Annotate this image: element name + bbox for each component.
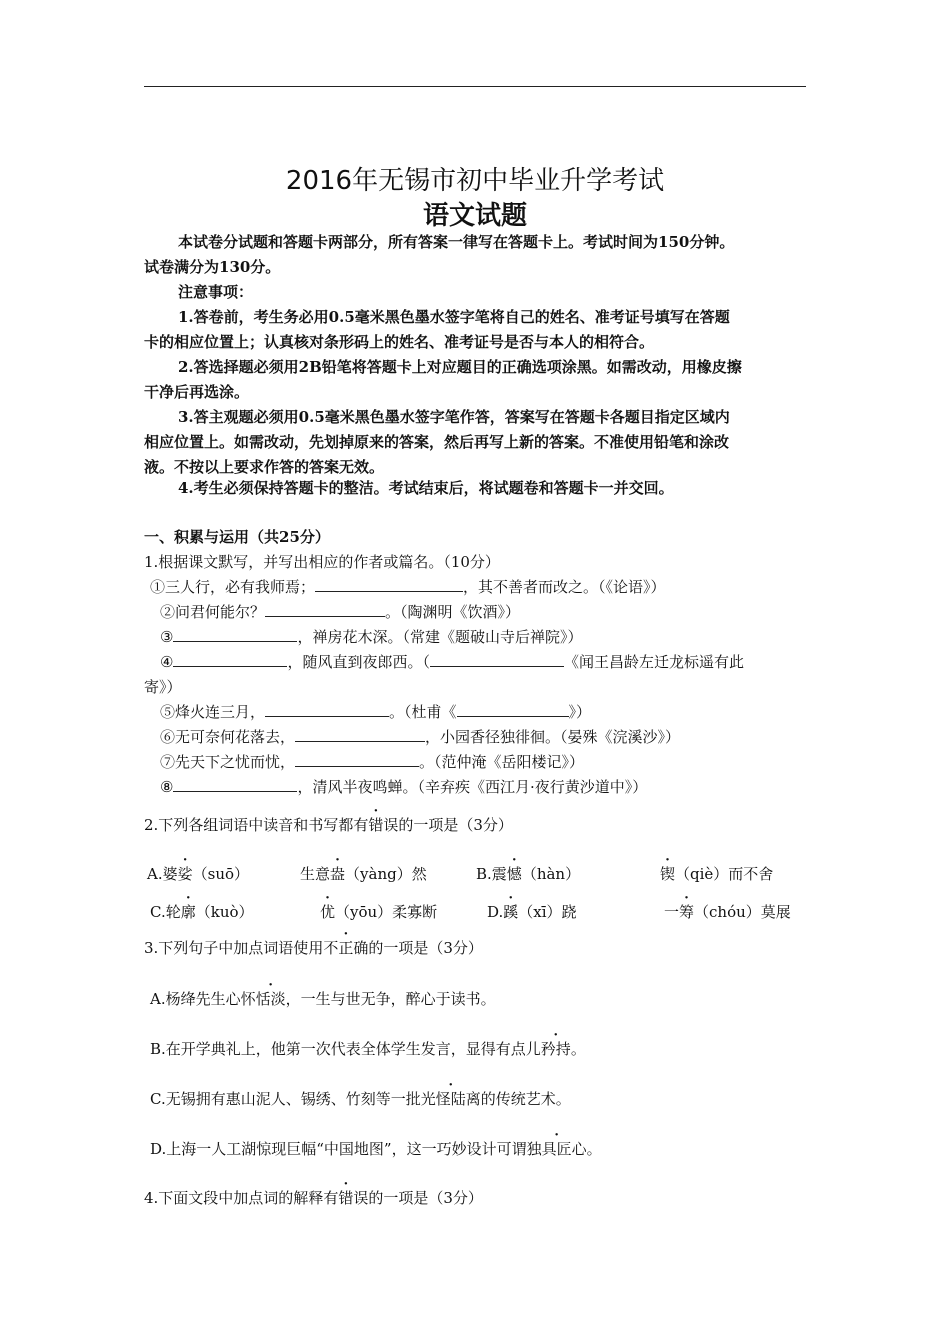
q1-line-4: ④ ，随风直到夜郎西。（ 《闻王昌龄左迁龙标遥有此 (160, 653, 744, 671)
answer-blank (315, 577, 463, 592)
q2-option-b-1: B.震憾（hàn） (476, 865, 581, 883)
notice-2b: 干净后再选涂。 (144, 383, 250, 401)
q2-option-c-2: 优（yōu）柔寡断 (320, 903, 438, 921)
emphasis-dotted: 有错误 (323, 1189, 369, 1207)
q3-option-c: C.无锡拥有惠山泥人、锡绣、竹刻等一批光怪陆离的传统艺术。 (150, 1090, 571, 1108)
notice-3b: 相应位置上。如需改动，先划掉原来的答案，然后再写上新的答案。不准使用铅笔和涂改 (144, 433, 730, 451)
section-heading: 一、积累与运用（共25分） (144, 528, 330, 546)
answer-blank (430, 652, 564, 667)
answer-blank (457, 702, 569, 717)
q2-option-a-1: A.婆娑（suō） (147, 865, 250, 883)
emphasis-dotted: 不正确 (323, 939, 369, 957)
answer-blank (265, 602, 385, 617)
notice-2a: 2.答选择题必须用2B铅笔将答题卡上对应题目的正确选项涂黑。如需改动，用橡皮擦 (178, 358, 742, 376)
top-rule (144, 86, 806, 87)
q2-option-d-1: D.蹊（xī）跷 (487, 903, 577, 921)
notice-4: 4.考生必须保持答题卡的整洁。考试结束后，将试题卷和答题卡一并交回。 (178, 479, 674, 497)
q3-option-d: D.上海一人工湖惊现巨幅“中国地图”，这一巧妙设计可谓独具匠心。 (150, 1140, 602, 1158)
notice-3a: 3.答主观题必须用0.5毫米黑色墨水签字笔作答，答案写在答题卡各题目指定区域内 (178, 408, 730, 426)
notice-1b: 卡的相应位置上；认真核对条形码上的姓名、准考证号是否与本人的相符合。 (144, 333, 655, 351)
notice-heading: 注意事项： (178, 283, 254, 301)
answer-blank (173, 777, 297, 792)
q1-line-1: ①三人行，必有我师焉； ，其不善者而改之。（《论语》） (150, 578, 666, 596)
q3-stem: 3.下列句子中加点词语使用不正确的一项是（3分） (144, 939, 483, 957)
answer-blank (173, 652, 287, 667)
q1-line-8: ⑧ ，清风半夜鸣蝉。（辛弃疾《西江月·夜行黄沙道中》） (160, 778, 648, 796)
q2-option-c-1: C.轮廓（kuò） (150, 903, 254, 921)
q1-line-2: ②问君何能尔？ 。（陶渊明《饮酒》） (160, 603, 521, 621)
answer-blank (173, 627, 297, 642)
exam-title: 2016年无锡市初中毕业升学考试 (285, 166, 665, 196)
q2-option-d-2: 一筹（chóu）莫展 (664, 903, 791, 921)
q2-option-b-2: 锲（qiè）而不舍 (660, 865, 774, 883)
emphasis-dotted: 有错误 (353, 816, 399, 834)
intro-line-2: 试卷满分为130分。 (144, 258, 281, 276)
q4-stem: 4.下面文段中加点词的解释有错误的一项是（3分） (144, 1189, 483, 1207)
q3-option-b: B.在开学典礼上，他第一次代表全体学生发言，显得有点儿矜持。 (150, 1040, 586, 1058)
q1-line-5: ⑤烽火连三月， 。（杜甫《 》） (160, 703, 592, 721)
notice-1a: 1.答卷前，考生务必用0.5毫米黑色墨水签字笔将自己的姓名、准考证号填写在答题 (178, 308, 730, 326)
q2-stem: 2.下列各组词语中读音和书写都有错误的一项是（3分） (144, 816, 513, 834)
exam-subtitle: 语文试题 (422, 201, 527, 231)
notice-3c: 液。不按以上要求作答的答案无效。 (144, 458, 385, 476)
q2-option-a-2: 生意盎（yàng）然 (300, 865, 427, 883)
q1-line-3: ③ ，禅房花木深。（常建《题破山寺后禅院》） (160, 628, 583, 646)
q3-option-a: A.杨绛先生心怀恬淡，一生与世无争，醉心于读书。 (150, 990, 496, 1008)
q1-line-6: ⑥无可奈何花落去， ，小园香径独徘徊。（晏殊《浣溪沙》） (160, 728, 681, 746)
q1-stem: 1.根据课文默写，并写出相应的作者或篇名。（10分） (144, 553, 500, 571)
intro-line-1: 本试卷分试题和答题卡两部分，所有答案一律写在答题卡上。考试时间为150分钟。 (178, 233, 735, 251)
answer-blank (295, 727, 425, 742)
q1-line-7: ⑦先天下之忧而忧， 。（范仲淹《岳阳楼记》） (160, 753, 585, 771)
answer-blank (295, 752, 419, 767)
answer-blank (265, 702, 389, 717)
q1-line-4-cont: 寄》） (144, 678, 182, 696)
